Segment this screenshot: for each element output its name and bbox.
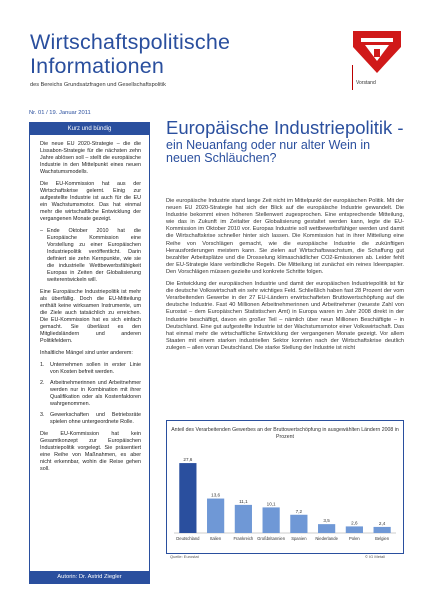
category-tick-label: Italien bbox=[210, 536, 222, 541]
category-tick-label: Belgien bbox=[375, 536, 390, 541]
chart-bar bbox=[263, 507, 280, 533]
bar-value-label: 2,4 bbox=[378, 520, 386, 526]
sidebar-body bbox=[30, 135, 149, 473]
category-tick-label: Deutschland bbox=[176, 536, 200, 541]
article-heading bbox=[166, 118, 406, 165]
publication-header bbox=[30, 30, 350, 88]
category-tick-label: Großbritannien bbox=[257, 536, 286, 541]
ig-metall-logo-icon bbox=[351, 29, 403, 85]
bar-value-label: 3,5 bbox=[323, 518, 330, 524]
chart-copyright: © IG Metall bbox=[365, 554, 386, 559]
bar-chart bbox=[170, 447, 400, 551]
sidebar-paragraph: Eine Europäische Industriepolitik ist mehr als überfällig. Doch die EU-Mitteilung enthält keine wirksamen Instrumente, um die Ziele auch tatsächlich zu erreichen. Die EU-Kommission hat es sich einfach gemacht. Sie überlässt es den Mitgliedsländern und anderen Politikfeldern. bbox=[40, 289, 141, 344]
chart-bar bbox=[179, 463, 196, 533]
category-tick-label: Polen bbox=[349, 536, 360, 541]
list-item bbox=[40, 362, 141, 376]
chart-bar bbox=[346, 526, 363, 533]
article-paragraph: Die Entwicklung der europäischen Industrie und damit der europäischen Industriepolitik ist für die deutsche Volkswirtschaft ein sehr wichtiges Feld. Schließlich haben fast 28 Prozent der vom Verarbeitenden Gewerbe in der 27 EU-Ländern erwirtschafteten Bruttowertschöpfung auf die deutsche Industrie. Fast 40 Millionen Arbeitnehmerinnen und Arbeitnehmer (neueste Zahl von Eurostat – dem Europäischen Statistischen Amt) in Europa waren im Jahr 2008 direkt in der Industrie beschäftigt, davon ein großer Teil – nämlich über neun Millionen Beschäftigte – in Deutschland. Eine gut aufgestellte Industrie ist der Wachstumsmotor einer Volkswirtschaft. Das hat einmal mehr die wirtschaftliche Entwicklung der vergangenen Monate gezeigt. Vor allem Staaten mit einem starken industriellen Sektor konnten nach der Wirtschaftskrise deutlich zulegen – allen voran Deutschland. Die starke Stellung der Industrie ist nicht bbox=[166, 281, 404, 351]
sidebar-heading: Kurz und bündig bbox=[30, 123, 149, 135]
bar-value-label: 10,1 bbox=[266, 501, 276, 507]
chart-bar bbox=[235, 505, 252, 533]
bar-value-label: 2,6 bbox=[351, 520, 358, 526]
publication-title-line1: Wirtschaftspolitische bbox=[30, 30, 231, 54]
chart-bar bbox=[290, 515, 307, 533]
article-subtitle: ein Neuanfang oder nur alter Wein in neuen Schläuchen? bbox=[166, 138, 371, 165]
list-item-text: Arbeitnehmerinnen und Arbeitnehmer werden nur in Kombination mit ihrer Qualifikation oder als Kostenfaktoren wahrgenommen. bbox=[50, 380, 141, 407]
issue-meta: Nr. 01 / 19. Januar 2011 bbox=[29, 110, 91, 116]
article-paragraph: Die europäische Industrie stand lange Zeit nicht im Mittelpunkt der europäischen Politik. Mit der neuen EU 2020-Strategie hat sich der Blick auf die europäische Industrie gewandelt. Die Industrie bekommt einen höheren Stellenwert zugesprochen. Eine entsprechende Mitteilung, wie das in Zukunft im Zeitalter der Globalisierung gestaltet werden kann, legte die EU-Kommission im Oktober 2010 vor. Europas Industrie soll wettbewerbsfähiger werden und damit die Wirtschaftskrise schneller hinter sich lassen. Die Kommission hat in ihrer Mitteilung eine Reihe von Vorschlägen gemacht, wie die europäische Industrie die zukünftigen Herausforderungen meistern kann. Sie zielen auf Wirtschaftswachstum, die Schaffung gut bezahlter Arbeitsplätze und die Drosselung klimaschädlicher CO2-Emissionen ab. Leider fehlt der EU-Strategie klare verbindliche Regeln. Die Mitteilung ist zunächst ein reines Ideenpapier. Den Vorschlägen müssen gezielte und konkrete Schritte folgen. bbox=[166, 198, 404, 275]
sidebar-bullet: – Ende Oktober 2010 hat die Europäische Kommission eine Vorstellung zu einer Europäischen Industriepolitik veröffentlicht. Darin definiert sie zehn Kernpunkte, wie sie die industrielle Wettbewerbsfähigkeit Europas in Zeiten der Globalisierung weiterentwickeln will. bbox=[40, 228, 141, 284]
logo-divider bbox=[352, 65, 353, 90]
sidebar-paragraph: Inhaltliche Mängel sind unter anderem: bbox=[40, 350, 133, 356]
category-tick-label: Spanien bbox=[291, 536, 307, 541]
bar-value-label: 11,1 bbox=[239, 498, 248, 504]
sidebar-bullet-list bbox=[40, 228, 141, 284]
category-tick-label: Frankreich bbox=[233, 536, 254, 541]
article-body bbox=[166, 198, 404, 357]
list-item-text: Gewerkschaften und Betriebsräte spielen ohne untergeordnete Rolle. bbox=[50, 412, 141, 425]
list-item-text: Unternehmen sollen in erster Linie von Kosten befreit werden. bbox=[50, 362, 141, 375]
bar-value-label: 27,6 bbox=[183, 457, 193, 463]
chart-source: Quelle: Eurostat bbox=[170, 554, 199, 559]
chart-bar bbox=[207, 499, 224, 533]
list-item bbox=[40, 380, 141, 408]
chart-figure bbox=[166, 420, 404, 554]
author-line: Autorin: Dr. Astrid Ziegler bbox=[30, 571, 149, 583]
category-tick-label: Niederlande bbox=[315, 536, 338, 541]
publication-title-line2: Informationen bbox=[30, 54, 165, 78]
sidebar-numbered-list bbox=[40, 362, 141, 426]
sidebar-paragraph: Die EU-Kommission hat kein Gesamtkonzept zur Europäischen Industriepolitik vorgelegt. Sie präsentiert eine Reihe von Maßnahmen, es aber nicht erkennbar, wohin die Reise gehen soll. bbox=[40, 431, 141, 472]
chart-bar bbox=[374, 527, 391, 533]
sidebar-paragraph: Die EU-Kommission hat aus der Wirtschaftskrise gelernt. Einig zur aufgestellte Industrie ist auch für die EU ein Wachstumsmotor. Das hat einmal mehr die wirtschaftliche Entwicklung der vergangenen Monate gezeigt. bbox=[40, 181, 141, 222]
list-item bbox=[40, 412, 141, 426]
article-title: Europäische Industriepolitik - bbox=[166, 117, 404, 138]
summary-sidebar bbox=[29, 122, 150, 584]
sidebar-paragraph: Die neue EU 2020-Strategie – die die Lissabon-Strategie für die nächsten zehn Jahre ablösen soll – stellt die europäische Industrie in den Mittelpunkt eines neuen Wachstumsmodells. bbox=[40, 141, 141, 175]
logo-caption: Vorstand bbox=[356, 80, 376, 86]
chart-title: Anteil des Verarbeitenden Gewerbes an der Bruttowertschöpfung in ausgewählten Ländern 2008 in Prozent bbox=[171, 427, 399, 440]
bar-value-label: 13,6 bbox=[211, 492, 221, 498]
publication-subtitle: des Bereichs Grundsatzfragen und Gesellschaftspolitik bbox=[30, 82, 166, 88]
chart-bar bbox=[318, 524, 335, 533]
bar-value-label: 7,2 bbox=[295, 508, 303, 514]
